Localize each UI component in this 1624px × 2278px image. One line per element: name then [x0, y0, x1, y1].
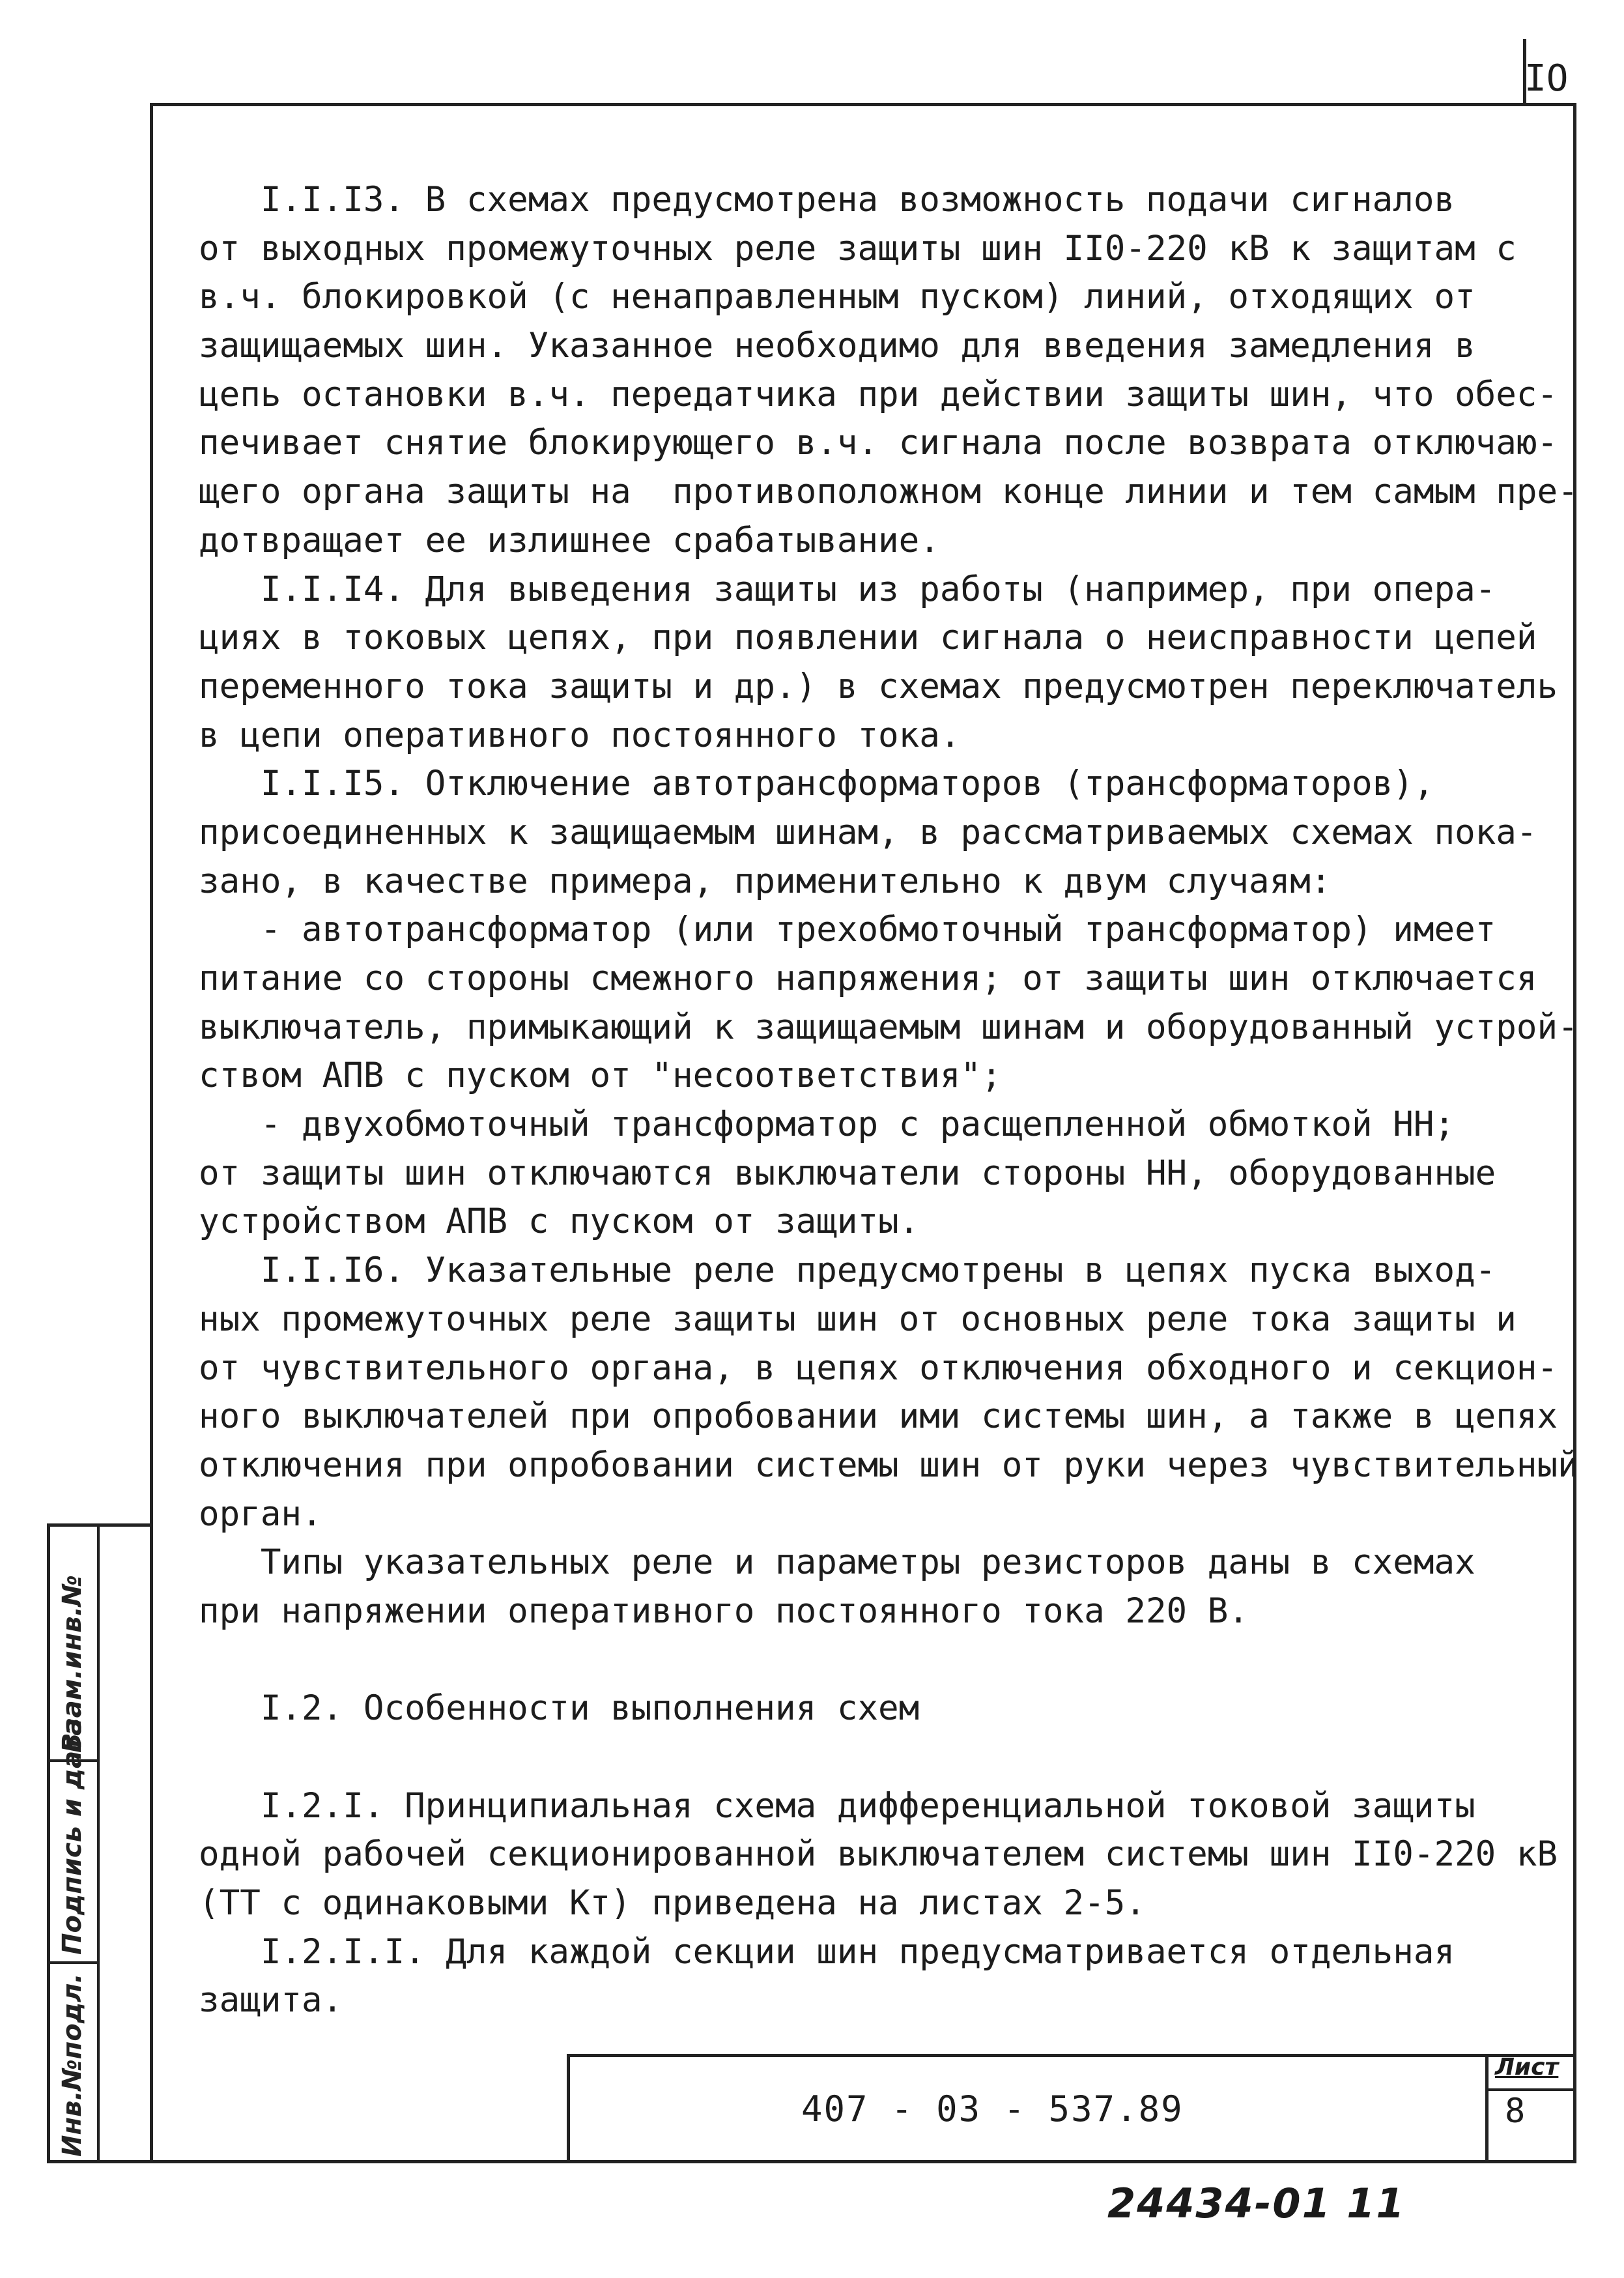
body-text — [199, 176, 1578, 2025]
text-line: при напряжении оперативного постоянного тока 220 В. — [199, 1591, 1249, 1631]
document-code: 407 - 03 - 537.89 — [801, 2088, 1184, 2129]
title-block-sheet-divider — [1485, 2054, 1489, 2163]
text-line: ного выключателей при опробовании ими системы шин, а также в цепях — [199, 1396, 1558, 1437]
text-line: ством АПВ с пуском от "несоответствия"; — [199, 1056, 1002, 1096]
text-line: I.I.I3. В схемах предусмотрена возможность подачи сигналов — [199, 180, 1455, 220]
text-line: защита. — [199, 1980, 343, 2021]
text-line: I.2. Особенности выполнения схем — [199, 1688, 920, 1729]
sheet-number: 8 — [1505, 2092, 1526, 2131]
text-line: печивает снятие блокирующего в.ч. сигнала после возврата отключаю- — [199, 423, 1558, 463]
text-line: ных промежуточных реле защиты шин от основных реле тока защиты и — [199, 1299, 1517, 1339]
text-line: выключатель, примыкающий к защищаемым шинам и оборудованный устрой- — [199, 1007, 1578, 1047]
text-line: I.I.I4. Для выведения защиты из работы (например, при опера- — [199, 569, 1496, 609]
text-line: отключения при опробовании системы шин от руки через чувствительный — [199, 1445, 1578, 1485]
text-line: зано, в качестве примера, применительно к двум случаям: — [199, 861, 1332, 901]
text-line: в.ч. блокировкой (с ненаправленным пуском) линий, отходящих от — [199, 277, 1475, 317]
text-line: дотвращает ее излишнее срабатывание. — [199, 520, 940, 560]
text-line: переменного тока защиты и др.) в схемах предусмотрен переключатель — [199, 666, 1558, 706]
text-line: от защиты шин отключаются выключатели стороны НН, оборудованные — [199, 1153, 1496, 1193]
title-block-sheet-separator — [1485, 2088, 1576, 2091]
text-line: (ТТ с одинаковыми Кт) приведена на листах 2-5. — [199, 1883, 1146, 1924]
text-line: защищаемых шин. Указанное необходимо для введения замедления в — [199, 326, 1475, 366]
text-line: цепь остановки в.ч. передатчика при действии защиты шин, что обес- — [199, 374, 1558, 414]
text-line: I.2.I. Принципиальная схема дифференциальной токовой защиты — [199, 1785, 1475, 1826]
sheet-label: Лист — [1495, 2054, 1559, 2081]
text-line: от чувствительного органа, в цепях отключения обходного и секцион- — [199, 1348, 1558, 1388]
page-number: IO — [1524, 57, 1569, 100]
text-line: орган. — [199, 1493, 322, 1534]
text-line: - двухобмоточный трансформатор с расщепленной обмоткой НН; — [199, 1104, 1455, 1145]
text-line: I.2.I.I. Для каждой секции шин предусматривается отдельная — [199, 1931, 1455, 1972]
text-line: I.I.I6. Указательные реле предусмотрены в цепях пуска выход- — [199, 1250, 1496, 1291]
text-line: циях в токовых цепях, при появлении сигнала о неисправности цепей — [199, 618, 1537, 658]
text-line: I.I.I5. Отключение автотрансформаторов (трансформаторов), — [199, 764, 1434, 804]
text-line: питание со стороны смежного напряжения; от защиты шин отключается — [199, 959, 1537, 998]
side-stamp-divider — [49, 1961, 100, 1964]
text-line: Типы указательных реле и параметры резисторов даны в схемах — [199, 1542, 1475, 1583]
text-line: щего органа защиты на противоположном конце линии и тем самым пре- — [199, 472, 1578, 512]
text-line: в цепи оперативного постоянного тока. — [199, 715, 961, 755]
text-line: устройством АПВ с пуском от защиты. — [199, 1202, 920, 1242]
side-stamp-label-replacement: Взам.инв.№ — [57, 1575, 87, 1753]
text-line: присоединенных к защищаемым шинам, в рассматриваемых схемах пока- — [199, 812, 1537, 852]
text-line — [199, 1733, 1560, 1782]
side-stamp-label-signature: Подпись и дата — [57, 1718, 87, 1955]
handwritten-number: 24434-01 11 — [1107, 2180, 1406, 2227]
side-stamp-label-inventory: Инв.№подл. — [57, 1973, 87, 2157]
text-line — [199, 1636, 1560, 1685]
text-line: одной рабочей секционированной выключателем системы шин II0-220 кВ — [199, 1834, 1558, 1875]
text-line: от выходных промежуточных реле защиты шин II0-220 кВ к защитам с — [199, 228, 1517, 268]
text-line: - автотрансформатор (или трехобмоточный трансформатор) имеет — [199, 910, 1496, 950]
